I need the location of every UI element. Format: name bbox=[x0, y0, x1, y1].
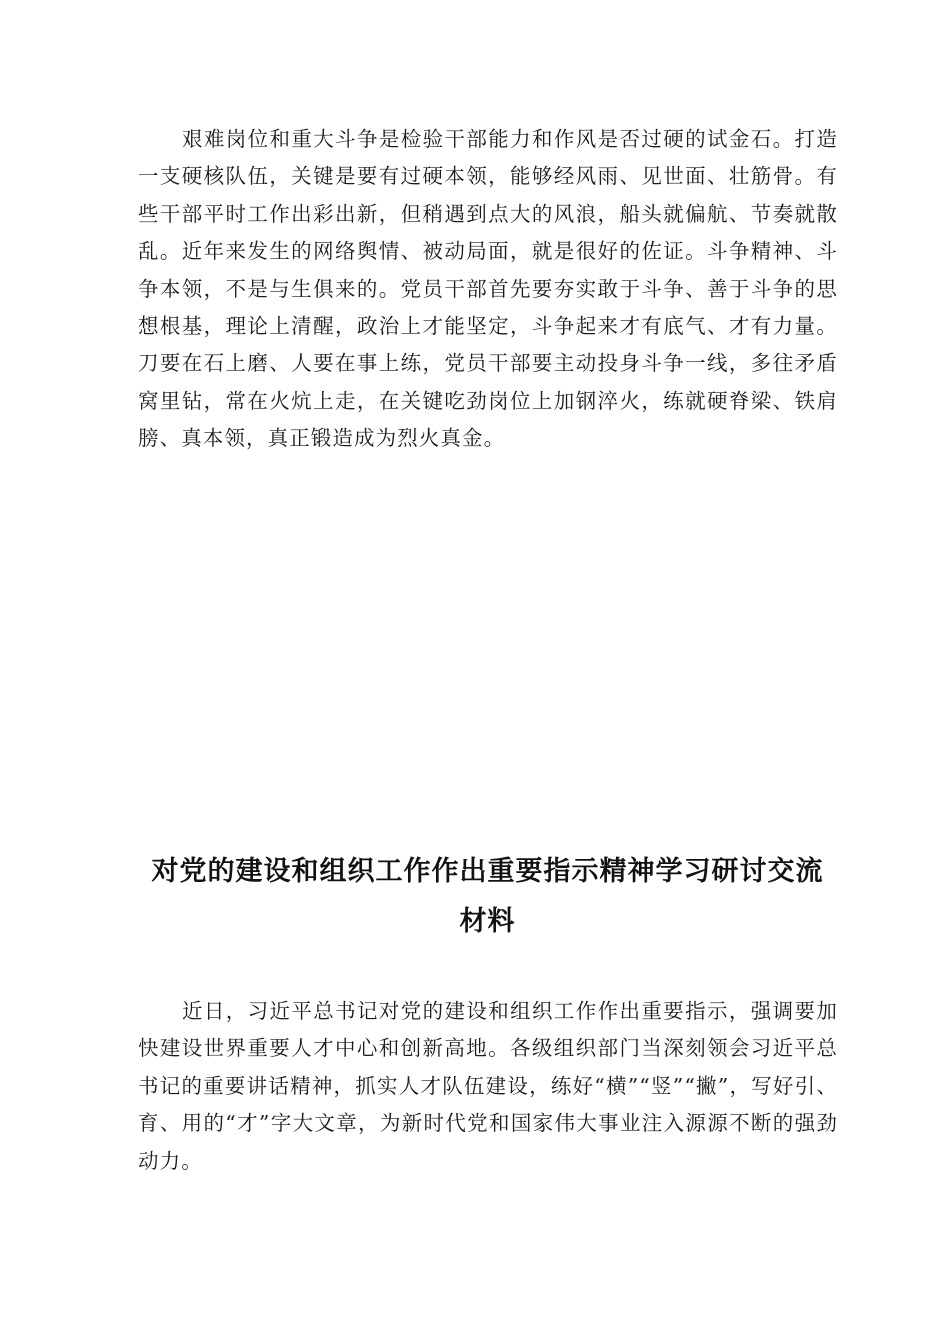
article-title-line-2: 材料 bbox=[459, 906, 516, 937]
article-title-line-1: 对党的建设和组织工作作出重要指示精神学习研讨交流 bbox=[151, 856, 824, 887]
body-paragraph-2: 近日，习近平总书记对党的建设和组织工作作出重要指示，强调要加快建设世界重要人才中心和创新高地。各级组织部门当深刻领会习近平总书记的重要讲话精神，抓实人才队伍建设，练好“横”“竖”“撇”，写好引、育、用的“才”字大文章，为新时代党和国家伟大事业注入源源不断的强劲动力。 bbox=[138, 999, 838, 1173]
body-paragraph-1: 艰难岗位和重大斗争是检验干部能力和作风是否过硬的试金石。打造一支硬核队伍，关键是要有过硬本领，能够经风雨、见世面、壮筋骨。有些干部平时工作出彩出新，但稍遇到点大的风浪，船头就偏航、节奏就散乱。近年来发生的网络舆情、被动局面，就是很好的佐证。斗争精神、斗争本领，不是与生俱来的。党员干部首先要夯实敢于斗争、善于斗争的思想根基，理论上清醒，政治上才能坚定，斗争起来才有底气、才有力量。刀要在石上磨、人要在事上练，党员干部要主动投身斗争一线，多往矛盾窝里钻，常在火炕上走，在关键吃劲岗位上加钢淬火，练就硬脊梁、铁肩膀、真本领，真正锻造成为烈火真金。 bbox=[138, 127, 838, 451]
article-title bbox=[120, 847, 855, 947]
